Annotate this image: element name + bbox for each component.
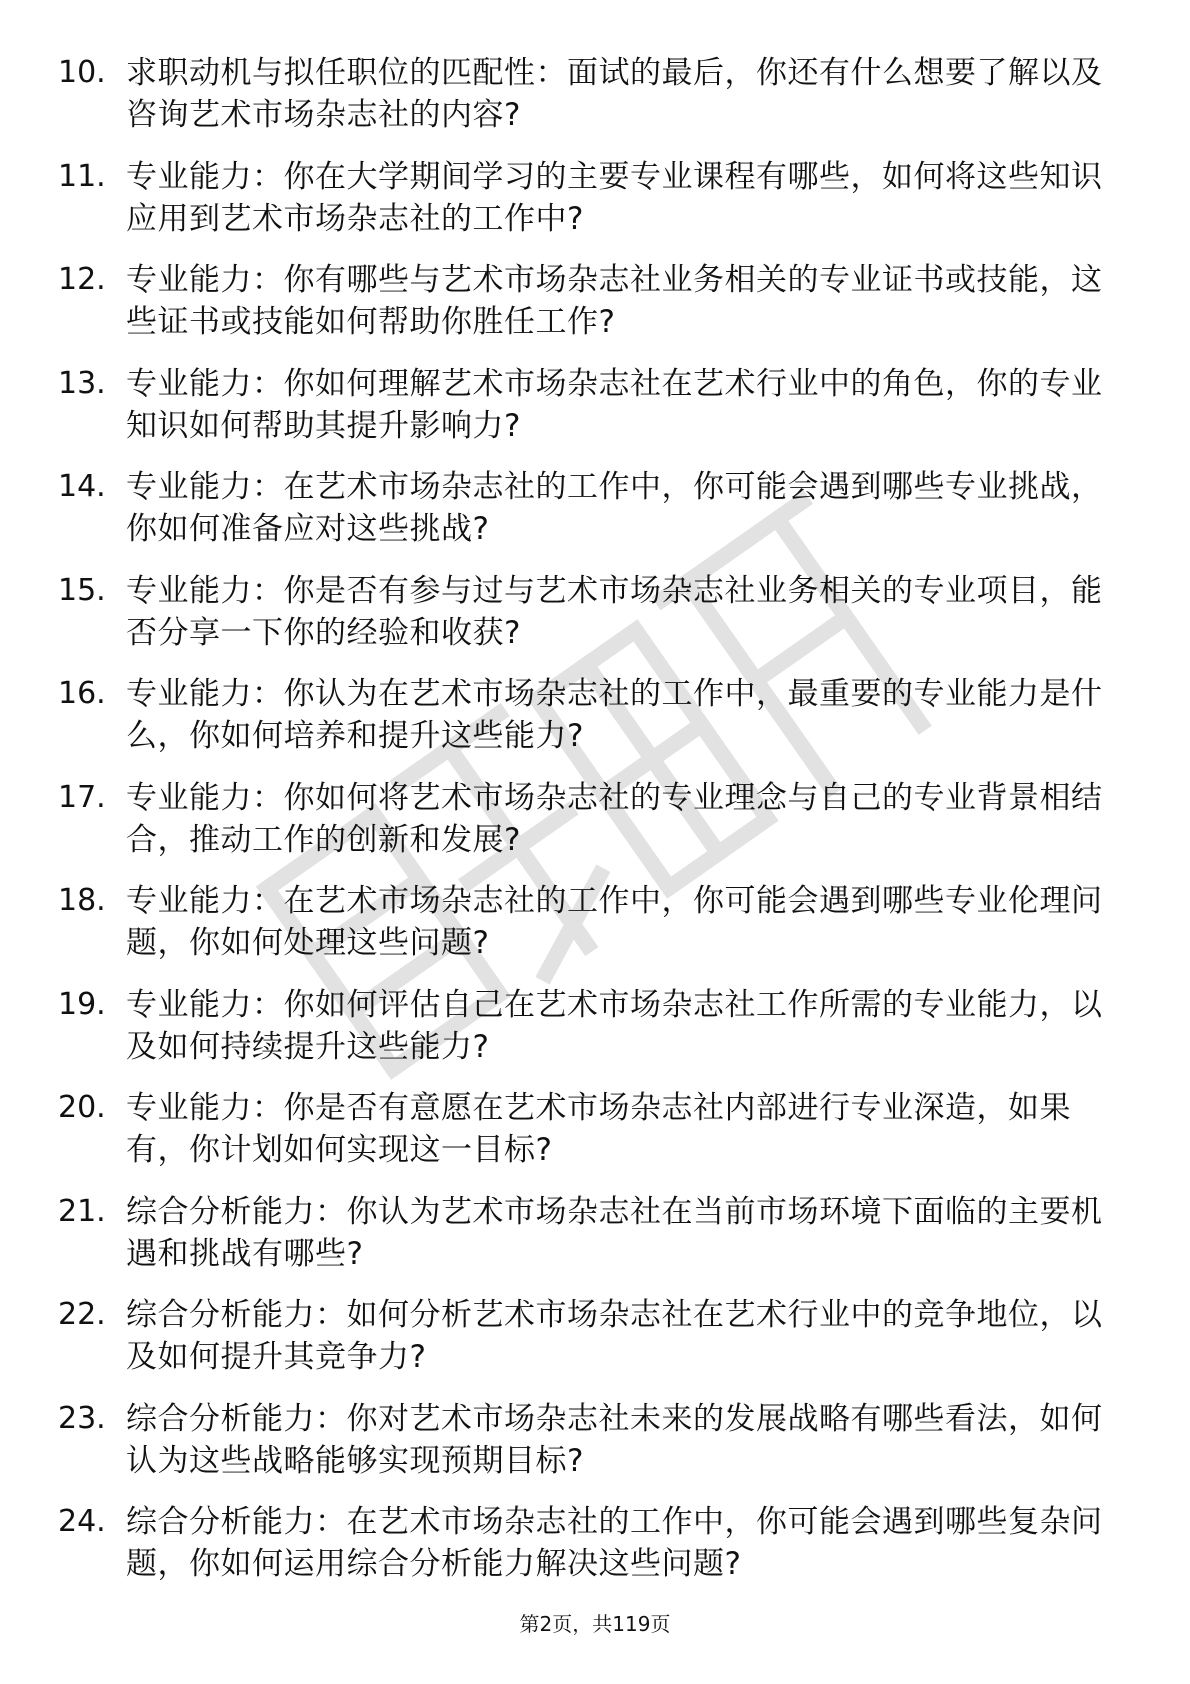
list-item bbox=[0, 1191, 1190, 1295]
question-number: 17. bbox=[58, 779, 106, 815]
question-number: 19. bbox=[58, 986, 106, 1022]
question-text: 综合分析能力：在艺术市场杂志社的工作中，你可能会遇到哪些复杂问题，你如何运用综合分析能力解决这些问题? bbox=[126, 1504, 1103, 1582]
list-item bbox=[0, 1398, 1190, 1502]
list-item bbox=[0, 52, 1190, 156]
question-number: 12. bbox=[58, 262, 106, 297]
question-number: 21. bbox=[58, 1193, 106, 1229]
list-item bbox=[0, 156, 1190, 260]
list-item bbox=[0, 570, 1190, 674]
list-item bbox=[0, 1087, 1190, 1191]
question-text: 专业能力：在艺术市场杂志社的工作中，你可能会遇到哪些专业伦理问题，你如何处理这些问题? bbox=[126, 883, 1103, 961]
list-item bbox=[0, 880, 1190, 984]
question-text: 专业能力：你如何评估自己在艺术市场杂志社工作所需的专业能力，以及如何持续提升这些能力? bbox=[126, 986, 1103, 1065]
question-number: 24. bbox=[58, 1504, 106, 1539]
list-item bbox=[0, 777, 1190, 881]
question-text: 求职动机与拟任职位的匹配性：面试的最后，你还有什么想要了解以及咨询艺术市场杂志社的内容? bbox=[126, 55, 1103, 133]
question-number: 18. bbox=[58, 883, 106, 918]
list-item bbox=[0, 363, 1190, 467]
question-number: 22. bbox=[58, 1297, 106, 1332]
list-item bbox=[0, 1294, 1190, 1398]
list-item bbox=[0, 259, 1190, 363]
question-text: 综合分析能力：你对艺术市场杂志社未来的发展战略有哪些看法，如何认为这些战略能够实现预期目标? bbox=[126, 1400, 1103, 1479]
question-text: 专业能力：你是否有意愿在艺术市场杂志社内部进行专业深造，如果有，你计划如何实现这一目标? bbox=[126, 1090, 1071, 1168]
question-number: 14. bbox=[58, 469, 106, 504]
list-item bbox=[0, 673, 1190, 777]
list-item bbox=[0, 1501, 1190, 1605]
question-list bbox=[0, 52, 1190, 1605]
question-number: 23. bbox=[58, 1400, 106, 1436]
list-item bbox=[0, 984, 1190, 1088]
page-footer: 第2页，共119页 bbox=[519, 1612, 671, 1636]
question-text: 专业能力：在艺术市场杂志社的工作中，你可能会遇到哪些专业挑战，你如何准备应对这些挑战? bbox=[126, 469, 1103, 547]
question-text: 专业能力：你是否有参与过与艺术市场杂志社业务相关的专业项目，能否分享一下你的经验和收获? bbox=[126, 572, 1103, 651]
question-text: 专业能力：你如何将艺术市场杂志社的专业理念与自己的专业背景相结合，推动工作的创新和发展? bbox=[126, 779, 1103, 858]
question-text: 专业能力：你在大学期间学习的主要专业课程有哪些，如何将这些知识应用到艺术市场杂志社的工作中? bbox=[126, 158, 1103, 237]
question-text: 专业能力：你如何理解艺术市场杂志社在艺术行业中的角色，你的专业知识如何帮助其提升影响力? bbox=[126, 365, 1103, 444]
question-text: 综合分析能力：你认为艺术市场杂志社在当前市场环境下面临的主要机遇和挑战有哪些? bbox=[126, 1193, 1103, 1272]
question-number: 15. bbox=[58, 572, 106, 608]
question-text: 专业能力：你有哪些与艺术市场杂志社业务相关的专业证书或技能，这些证书或技能如何帮助你胜任工作? bbox=[126, 262, 1103, 340]
question-text: 专业能力：你认为在艺术市场杂志社的工作中，最重要的专业能力是什么，你如何培养和提升这些能力? bbox=[126, 676, 1103, 754]
question-number: 20. bbox=[58, 1090, 106, 1125]
question-number: 16. bbox=[58, 676, 106, 711]
question-number: 13. bbox=[58, 365, 106, 401]
question-number: 10. bbox=[58, 55, 106, 90]
question-text: 综合分析能力：如何分析艺术市场杂志社在艺术行业中的竞争地位，以及如何提升其竞争力? bbox=[126, 1297, 1103, 1375]
question-number: 11. bbox=[58, 158, 106, 194]
list-item bbox=[0, 466, 1190, 570]
